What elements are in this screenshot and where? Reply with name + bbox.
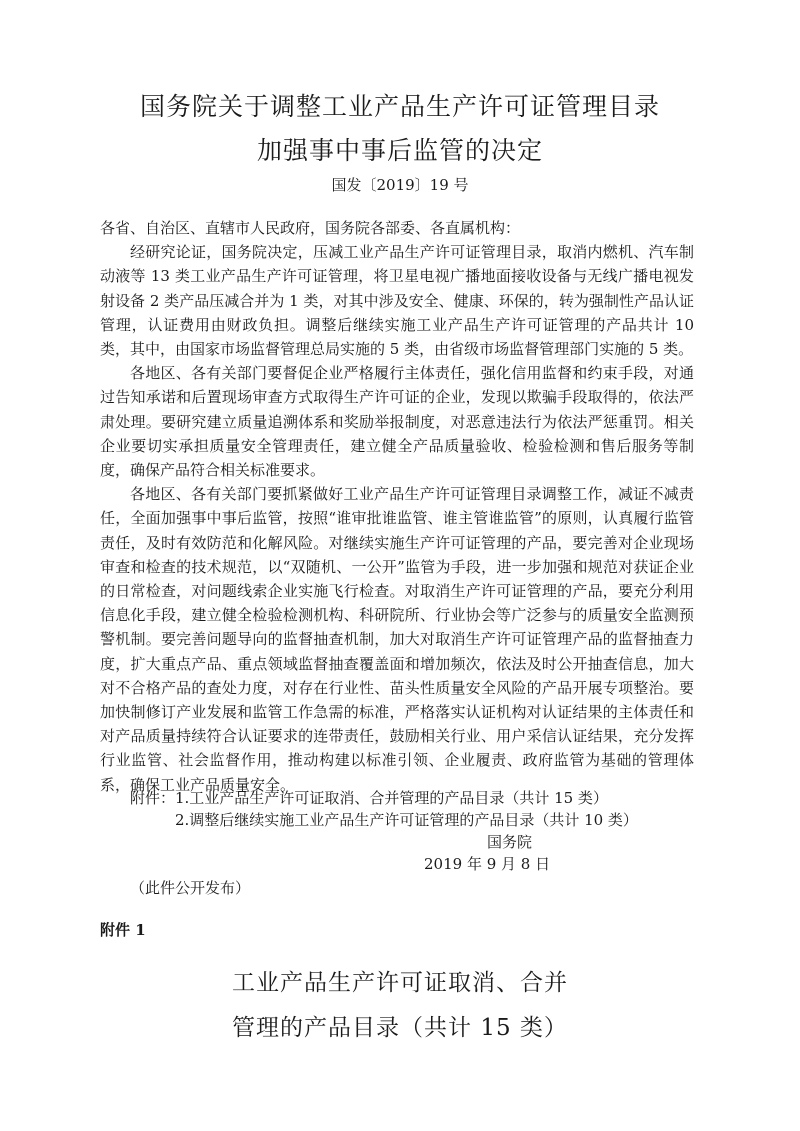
issue-date: 2019 年 9 月 8 日 bbox=[424, 855, 551, 873]
annex-title-line-2: 管理的产品目录（共计 15 类） bbox=[232, 1015, 568, 1041]
document-number: 国发〔2019〕19 号 bbox=[331, 176, 469, 194]
annex-title-line-1: 工业产品生产许可证取消、合并 bbox=[232, 970, 568, 996]
annex-label: 附件 1 bbox=[100, 921, 146, 939]
public-release-note: （此件公开发布） bbox=[130, 879, 251, 897]
document-body bbox=[100, 216, 694, 797]
body-paragraph-1: 经研究论证，国务院决定，压减工业产品生产许可证管理目录，取消内燃机、汽车制动液等 13 类工业产品生产许可证管理，将卫星电视广播地面接收设备与无线广播电视发射设备 2 类产品压减合并为 1 类，对其中涉及安全、健康、环保的，转为强制性产品认证管理，认证费用由财政负担。调整后继续实施工业产品生产许可证管理的产品共计 10 类，其中，由国家市场监督管理总局实施的 5 类，由省级市场监督管理部门实施的 5 类。 bbox=[100, 243, 694, 359]
body-paragraph-2: 各地区、各有关部门要督促企业严格履行主体责任，强化信用监督和约束手段，对通过告知承诺和后置现场审查方式取得生产许可证的企业，发现以欺骗手段取得的，依法严肃处理。要研究建立质量追溯体系和奖励举报制度，对恶意违法行为依法严惩重罚。相关企业要切实承担质量安全管理责任，建立健全产品质量验收、检验检测和售后服务等制度，确保产品符合相关标准要求。 bbox=[100, 364, 694, 480]
issuer: 国务院 bbox=[487, 833, 533, 851]
attachment-line-1: 附件：1.工业产品生产许可证取消、合并管理的产品目录（共计 15 类） bbox=[130, 789, 608, 807]
document-title-line-2: 加强事中事后监管的决定 bbox=[256, 136, 543, 165]
body-paragraph-3: 各地区、各有关部门要抓紧做好工业产品生产许可证管理目录调整工作，减证不减责任，全面加强事中事后监管，按照“谁审批谁监管、谁主管谁监管”的原则，认真履行监管责任，及时有效防范和化解风险。对继续实施生产许可证管理的产品，要完善对企业现场审查和检查的技术规范，以“双随机、一公开”监管为手段，进一步加强和规范对获证企业的日常检查，对问题线索企业实施飞行检查。对取消生产许可证管理的产品，要充分利用信息化手段，建立健全检验检测机构、科研院所、行业协会等广泛参与的质量安全监测预警机制。要完善问题导向的监督抽查机制，加大对取消生产许可证管理产品的监督抽查力度，扩大重点产品、重点领域监督抽查覆盖面和增加频次，依法及时公开抽查信息，加大对不合格产品的查处力度，对存在行业性、苗头性质量安全风险的产品开展专项整治。要加快制修订产业发展和监管工作急需的标准，严格落实认证机构对认证结果的主体责任和对产品质量持续符合认证要求的连带责任，鼓励相关行业、用户采信认证结果，充分发挥行业监管、社会监督作用，推动构建以标准引领、企业履责、政府监管为基础的管理体系，确保工业产品质量安全。 bbox=[100, 485, 694, 794]
attachment-line-2: 2.调整后继续实施工业产品生产许可证管理的产品目录（共计 10 类） bbox=[175, 811, 638, 829]
addressee: 各省、自治区、直辖市人民政府，国务院各部委、各直属机构： bbox=[100, 219, 521, 237]
document-title-line-1: 国务院关于调整工业产品生产许可证管理目录 bbox=[139, 92, 660, 121]
